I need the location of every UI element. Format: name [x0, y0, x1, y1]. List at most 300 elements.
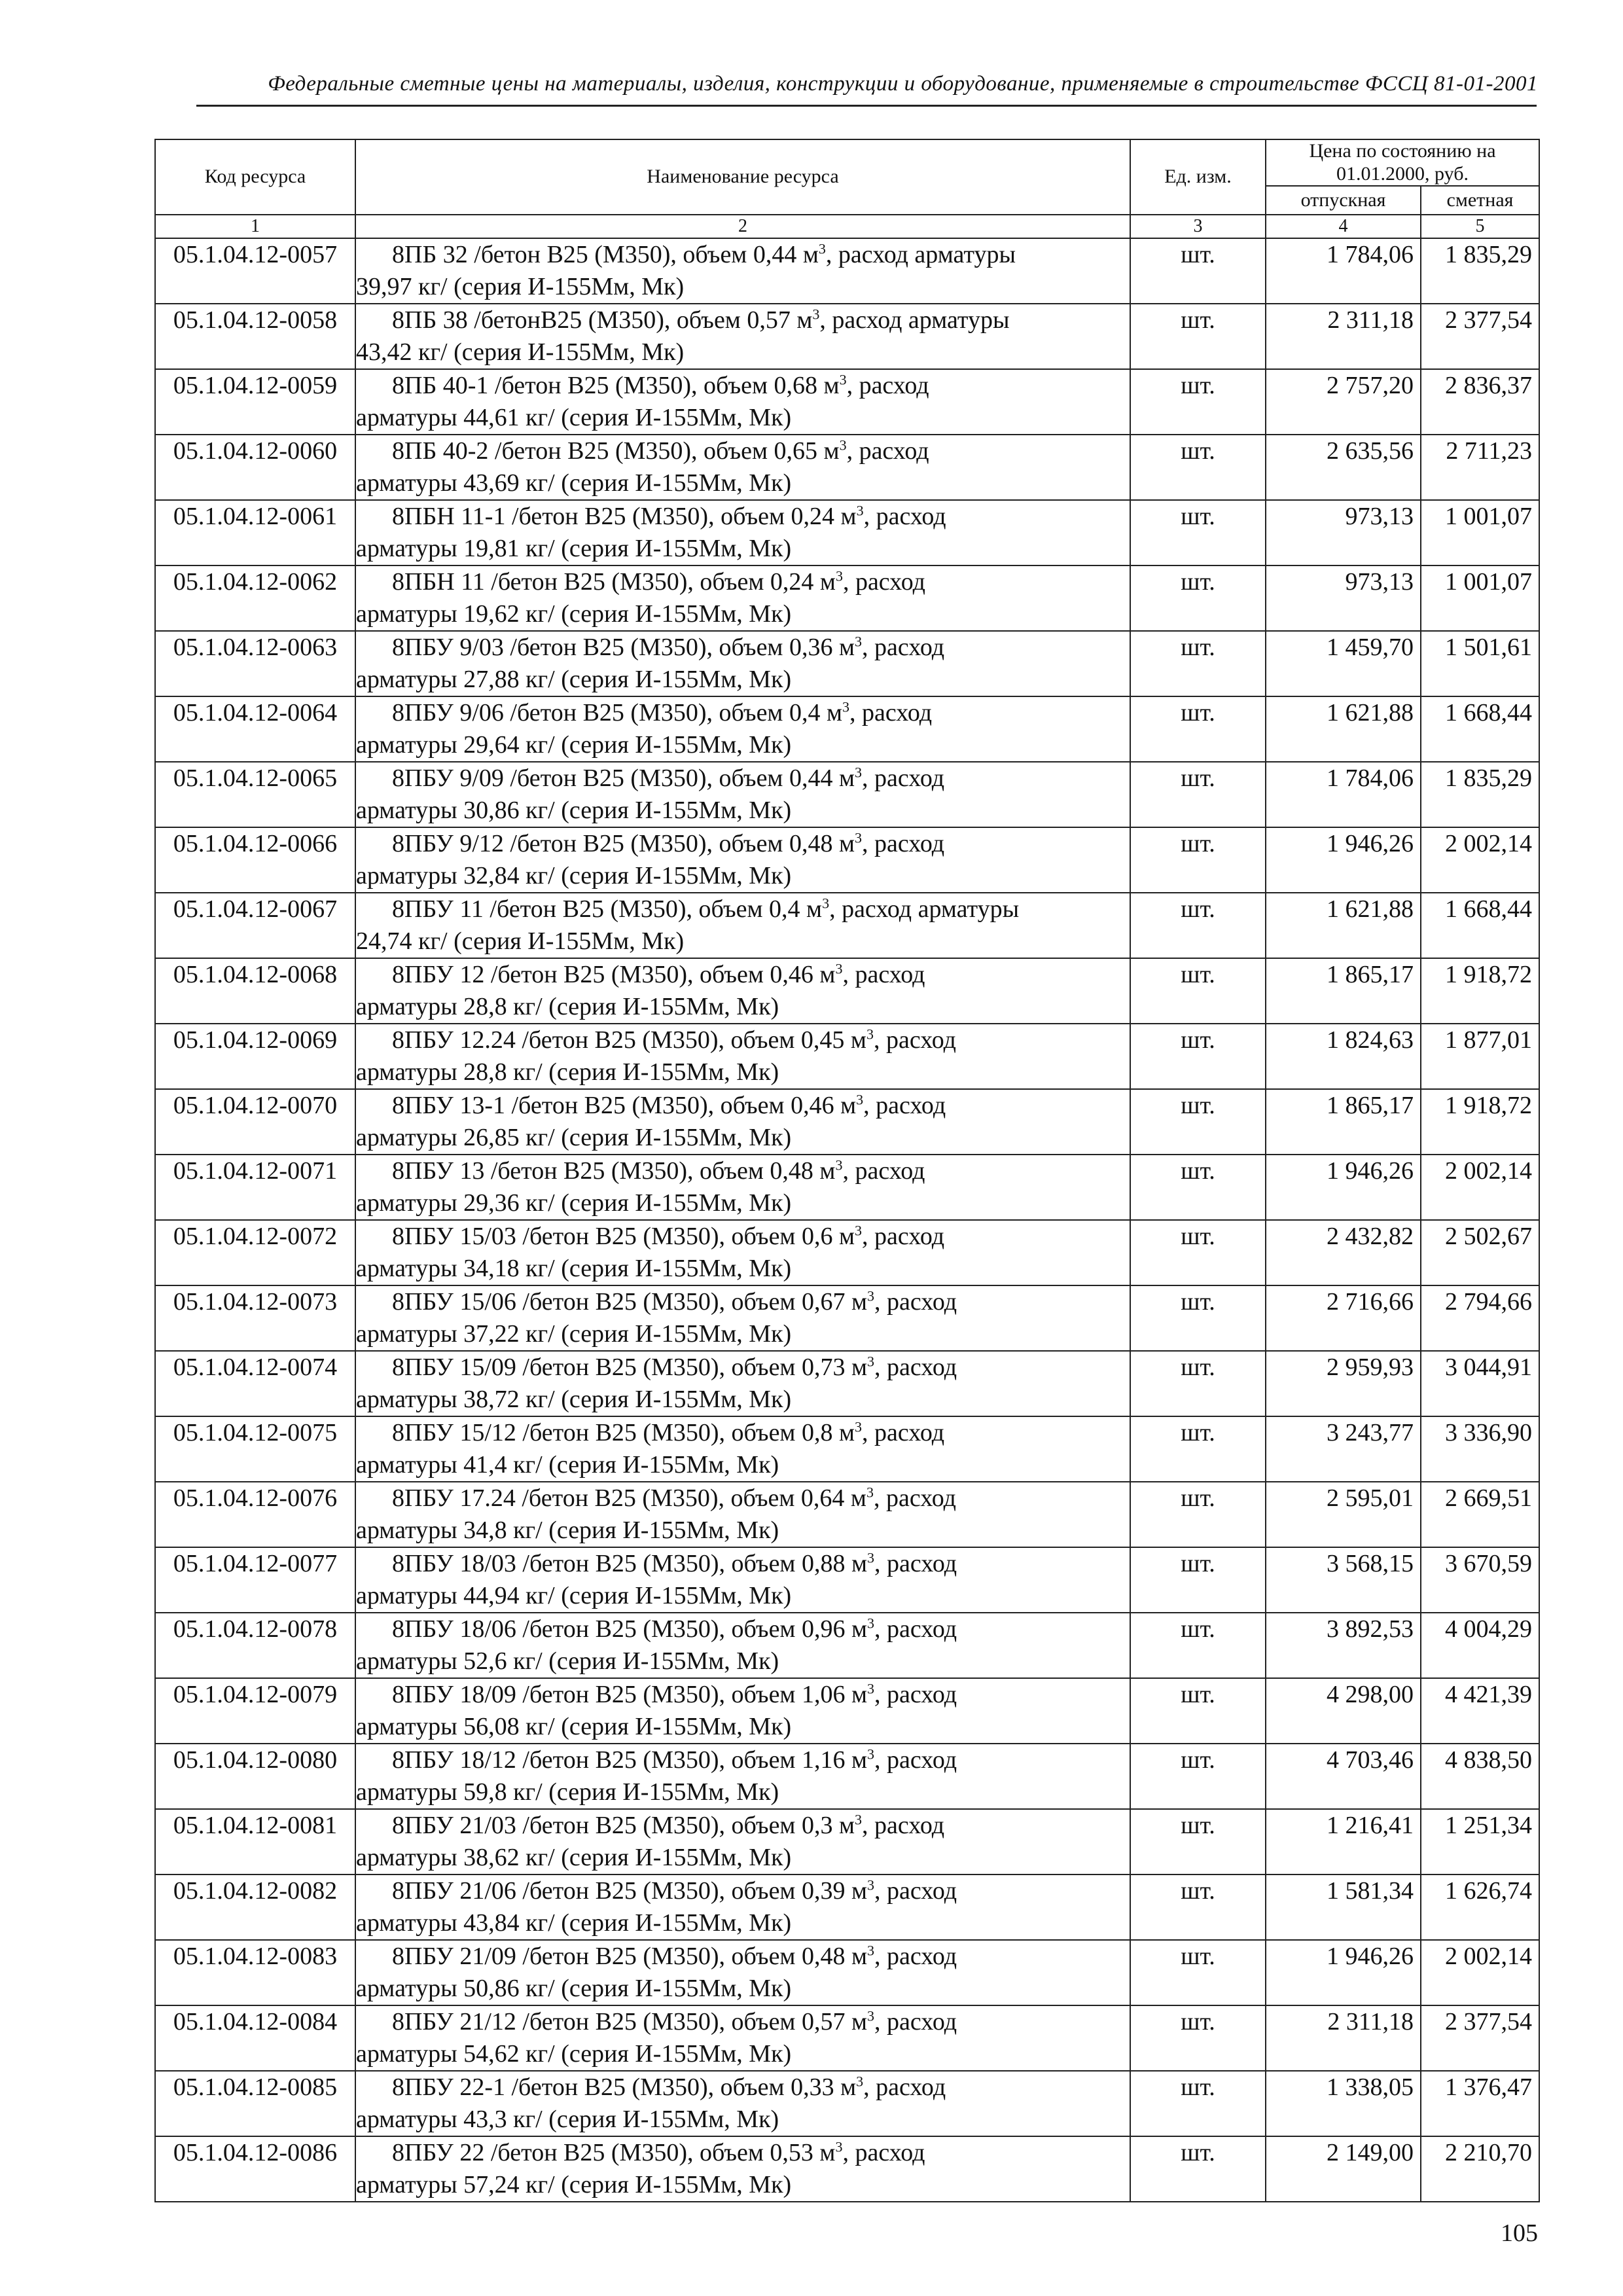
estimate-price: 2 210,70 — [1421, 2136, 1539, 2202]
table-row — [155, 958, 1539, 1024]
estimate-price: 3 336,90 — [1421, 1416, 1539, 1482]
resource-name — [355, 1874, 1130, 1940]
superscript: 3 — [867, 2007, 875, 2024]
superscript: 3 — [842, 698, 850, 715]
resource-name — [355, 565, 1130, 631]
unit: шт. — [1130, 1874, 1266, 1940]
resource-code: 05.1.04.12-0085 — [155, 2071, 355, 2136]
resource-code: 05.1.04.12-0079 — [155, 1678, 355, 1744]
column-number: 1 — [155, 215, 355, 238]
unit: шт. — [1130, 1547, 1266, 1613]
table-row — [155, 565, 1539, 631]
unit: шт. — [1130, 435, 1266, 500]
release-price: 1 338,05 — [1266, 2071, 1421, 2136]
resource-code: 05.1.04.12-0081 — [155, 1809, 355, 1874]
resource-name-tail: , расход — [842, 961, 925, 988]
resource-code: 05.1.04.12-0080 — [155, 1744, 355, 1809]
estimate-price: 2 502,67 — [1421, 1220, 1539, 1285]
superscript: 3 — [856, 502, 864, 519]
resource-name-tail: , расход — [862, 1812, 945, 1839]
resource-name-tail: , расход — [862, 764, 945, 792]
resource-code: 05.1.04.12-0064 — [155, 696, 355, 762]
resource-name-line-1 — [356, 239, 1130, 271]
resource-name-tail: , расход — [863, 503, 946, 530]
superscript: 3 — [867, 1353, 875, 1370]
resource-name-text: 8ПБУ 12.24 /бетон В25 (М350), объем 0,45 м — [392, 1026, 866, 1054]
resource-name-line-1 — [356, 1941, 1130, 1973]
resource-code: 05.1.04.12-0072 — [155, 1220, 355, 1285]
resource-name-line-1 — [356, 435, 1130, 467]
estimate-price: 2 669,51 — [1421, 1482, 1539, 1547]
unit: шт. — [1130, 893, 1266, 958]
resource-name-line-2: 43,42 кг/ (серия И-155Мм, Мк) — [356, 338, 685, 366]
estimate-price: 1 626,74 — [1421, 1874, 1539, 1940]
release-price: 4 298,00 — [1266, 1678, 1421, 1744]
resource-name — [355, 1416, 1130, 1482]
resource-name-text: 8ПБ 32 /бетон В25 (М350), объем 0,44 м — [392, 241, 819, 268]
resource-name-line-2: арматуры 30,86 кг/ (серия И-155Мм, Мк) — [356, 797, 792, 824]
release-price: 973,13 — [1266, 500, 1421, 565]
resource-name — [355, 696, 1130, 762]
resource-name-line-1 — [356, 370, 1130, 402]
resource-name — [355, 1024, 1130, 1089]
resource-code: 05.1.04.12-0076 — [155, 1482, 355, 1547]
col-header-code: Код ресурса — [155, 139, 355, 215]
resource-name-line-2: арматуры 44,94 кг/ (серия И-155Мм, Мк) — [356, 1582, 792, 1609]
release-price: 1 784,06 — [1266, 238, 1421, 304]
resource-code: 05.1.04.12-0074 — [155, 1351, 355, 1416]
table-row — [155, 1874, 1539, 1940]
resource-name-text: 8ПБУ 12 /бетон В25 (М350), объем 0,46 м — [392, 961, 836, 988]
unit: шт. — [1130, 1089, 1266, 1155]
resource-name-line-1 — [356, 1613, 1130, 1645]
superscript: 3 — [867, 1680, 875, 1697]
superscript: 3 — [839, 371, 847, 388]
resource-name-line-1 — [356, 566, 1130, 598]
resource-code: 05.1.04.12-0066 — [155, 827, 355, 893]
superscript: 3 — [867, 1942, 875, 1959]
resource-code: 05.1.04.12-0058 — [155, 304, 355, 369]
resource-name-text: 8ПБ 40-2 /бетон В25 (М350), объем 0,65 м — [392, 437, 840, 465]
unit: шт. — [1130, 631, 1266, 696]
release-price: 2 716,66 — [1266, 1285, 1421, 1351]
resource-name-tail: , расход арматуры — [819, 306, 1010, 334]
resource-name-tail: , расход — [862, 830, 945, 857]
resource-name-text: 8ПБУ 18/03 /бетон В25 (М350), объем 0,88 м — [392, 1550, 868, 1577]
page-number: 105 — [1501, 2219, 1538, 2247]
resource-name — [355, 1547, 1130, 1613]
resource-name-line-2: арматуры 43,84 кг/ (серия И-155Мм, Мк) — [356, 1909, 792, 1937]
superscript: 3 — [835, 567, 843, 584]
estimate-price: 1 376,47 — [1421, 2071, 1539, 2136]
resource-code: 05.1.04.12-0083 — [155, 1940, 355, 2005]
resource-name — [355, 369, 1130, 435]
table-row — [155, 238, 1539, 304]
resource-name-line-1 — [356, 632, 1130, 664]
resource-name-line-1 — [356, 2137, 1130, 2169]
unit: шт. — [1130, 762, 1266, 827]
column-number: 2 — [355, 215, 1130, 238]
resource-code: 05.1.04.12-0082 — [155, 1874, 355, 1940]
resource-name-text: 8ПБУ 15/12 /бетон В25 (М350), объем 0,8 м — [392, 1419, 855, 1446]
superscript: 3 — [818, 240, 826, 257]
resource-name-text: 8ПБУ 9/12 /бетон В25 (М350), объем 0,48 м — [392, 830, 855, 857]
superscript: 3 — [855, 1222, 863, 1239]
resource-name — [355, 1089, 1130, 1155]
resource-name-text: 8ПБУ 15/06 /бетон В25 (М350), объем 0,67 м — [392, 1288, 868, 1316]
resource-name-line-2: арматуры 32,84 кг/ (серия И-155Мм, Мк) — [356, 862, 792, 889]
release-price: 2 432,82 — [1266, 1220, 1421, 1285]
superscript: 3 — [856, 1091, 864, 1108]
resource-name-line-1 — [356, 959, 1130, 991]
estimate-price: 1 835,29 — [1421, 238, 1539, 304]
unit: шт. — [1130, 565, 1266, 631]
resource-name — [355, 238, 1130, 304]
table-row — [155, 2005, 1539, 2071]
resource-name-tail: , расход — [863, 1092, 946, 1119]
column-number-row — [155, 215, 1539, 238]
table-row — [155, 435, 1539, 500]
resource-code: 05.1.04.12-0077 — [155, 1547, 355, 1613]
resource-name-tail: , расход — [874, 1943, 957, 1970]
resource-name-line-1 — [356, 828, 1130, 860]
estimate-price: 1 501,61 — [1421, 631, 1539, 696]
table-row — [155, 1678, 1539, 1744]
resource-name-tail: , расход — [842, 2139, 925, 2166]
unit: шт. — [1130, 304, 1266, 369]
resource-name-line-2: арматуры 43,3 кг/ (серия И-155Мм, Мк) — [356, 2106, 779, 2133]
resource-name-line-1 — [356, 1548, 1130, 1580]
table-row — [155, 500, 1539, 565]
resource-name-tail: , расход — [873, 1026, 956, 1054]
resource-name — [355, 500, 1130, 565]
resource-name-tail: , расход — [842, 1157, 925, 1185]
resource-name-line-2: арматуры 28,8 кг/ (серия И-155Мм, Мк) — [356, 993, 779, 1020]
resource-name-line-1 — [356, 1090, 1130, 1122]
resource-name-tail: , расход арматуры — [829, 895, 1020, 923]
estimate-price: 1 835,29 — [1421, 762, 1539, 827]
release-price: 4 703,46 — [1266, 1744, 1421, 1809]
release-price: 2 635,56 — [1266, 435, 1421, 500]
resource-name-line-2: 39,97 кг/ (серия И-155Мм, Мк) — [356, 273, 685, 300]
superscript: 3 — [855, 764, 863, 781]
resource-name-line-1 — [356, 1221, 1130, 1253]
estimate-price: 2 377,54 — [1421, 304, 1539, 369]
table-row — [155, 1220, 1539, 1285]
resource-code: 05.1.04.12-0071 — [155, 1155, 355, 1220]
unit: шт. — [1130, 2136, 1266, 2202]
resource-name-text: 8ПБ 40-1 /бетон В25 (М350), объем 0,68 м — [392, 372, 840, 399]
unit: шт. — [1130, 1678, 1266, 1744]
resource-name — [355, 2136, 1130, 2202]
unit: шт. — [1130, 1285, 1266, 1351]
unit: шт. — [1130, 1940, 1266, 2005]
resource-name-text: 8ПБУ 9/09 /бетон В25 (М350), объем 0,44 м — [392, 764, 855, 792]
resource-name-tail: , расход — [849, 699, 933, 726]
col-header-unit: Ед. изм. — [1130, 139, 1266, 215]
superscript: 3 — [867, 1746, 875, 1763]
resource-code: 05.1.04.12-0070 — [155, 1089, 355, 1155]
resource-name-tail: , расход — [874, 1615, 957, 1643]
resource-name-line-1 — [356, 1155, 1130, 1187]
unit: шт. — [1130, 958, 1266, 1024]
table-row — [155, 304, 1539, 369]
superscript: 3 — [866, 1026, 874, 1043]
resource-code: 05.1.04.12-0057 — [155, 238, 355, 304]
table-row — [155, 1089, 1539, 1155]
table-row — [155, 369, 1539, 435]
resource-name-line-2: 24,74 кг/ (серия И-155Мм, Мк) — [356, 927, 685, 955]
unit: шт. — [1130, 1155, 1266, 1220]
estimate-price: 4 421,39 — [1421, 1678, 1539, 1744]
release-price: 2 595,01 — [1266, 1482, 1421, 1547]
release-price: 1 946,26 — [1266, 827, 1421, 893]
resource-name-line-1 — [356, 2006, 1130, 2038]
superscript: 3 — [855, 829, 863, 846]
resource-code: 05.1.04.12-0068 — [155, 958, 355, 1024]
unit: шт. — [1130, 1351, 1266, 1416]
resource-name-line-1 — [356, 1810, 1130, 1842]
unit: шт. — [1130, 2071, 1266, 2136]
resource-name-line-2: арматуры 28,8 кг/ (серия И-155Мм, Мк) — [356, 1058, 779, 1086]
table-header — [155, 139, 1539, 238]
estimate-price: 3 044,91 — [1421, 1351, 1539, 1416]
resource-name-line-2: арматуры 50,86 кг/ (серия И-155Мм, Мк) — [356, 1975, 792, 2002]
resource-name-text: 8ПБУ 21/09 /бетон В25 (М350), объем 0,48 м — [392, 1943, 868, 1970]
superscript: 3 — [839, 437, 847, 454]
estimate-price: 2 711,23 — [1421, 435, 1539, 500]
resource-name-text: 8ПБУ 15/03 /бетон В25 (М350), объем 0,6 м — [392, 1223, 855, 1250]
release-price: 2 959,93 — [1266, 1351, 1421, 1416]
resource-name-text: 8ПБУ 13 /бетон В25 (М350), объем 0,48 м — [392, 1157, 836, 1185]
unit: шт. — [1130, 827, 1266, 893]
estimate-price: 1 001,07 — [1421, 500, 1539, 565]
table-row — [155, 2071, 1539, 2136]
resource-name — [355, 1940, 1130, 2005]
release-price: 973,13 — [1266, 565, 1421, 631]
estimate-price: 1 918,72 — [1421, 1089, 1539, 1155]
table-body — [155, 238, 1539, 2202]
resource-code: 05.1.04.12-0073 — [155, 1285, 355, 1351]
resource-name-tail: , расход — [874, 1681, 957, 1708]
resource-name — [355, 958, 1130, 1024]
table-row — [155, 696, 1539, 762]
unit: шт. — [1130, 1809, 1266, 1874]
table-row — [155, 1351, 1539, 1416]
table-row — [155, 1024, 1539, 1089]
release-price: 1 621,88 — [1266, 893, 1421, 958]
resource-name-tail: , расход — [874, 1877, 957, 1905]
estimate-price: 4 004,29 — [1421, 1613, 1539, 1678]
resource-name-line-1 — [356, 893, 1130, 925]
resource-name-line-1 — [356, 304, 1130, 336]
resource-name-line-2: арматуры 54,62 кг/ (серия И-155Мм, Мк) — [356, 2040, 792, 2068]
header-rule — [196, 105, 1537, 107]
resource-name-line-2: арматуры 29,64 кг/ (серия И-155Мм, Мк) — [356, 731, 792, 759]
resource-name-line-1 — [356, 762, 1130, 795]
superscript: 3 — [867, 1876, 875, 1893]
unit: шт. — [1130, 2005, 1266, 2071]
release-price: 1 865,17 — [1266, 1089, 1421, 1155]
estimate-price: 2 377,54 — [1421, 2005, 1539, 2071]
estimate-price: 1 877,01 — [1421, 1024, 1539, 1089]
release-price: 2 149,00 — [1266, 2136, 1421, 2202]
unit: шт. — [1130, 1613, 1266, 1678]
resource-name-line-2: арматуры 34,8 кг/ (серия И-155Мм, Мк) — [356, 1516, 779, 1544]
resource-code: 05.1.04.12-0061 — [155, 500, 355, 565]
resource-name-text: 8ПБУ 15/09 /бетон В25 (М350), объем 0,73 м — [392, 1354, 868, 1381]
unit: шт. — [1130, 369, 1266, 435]
resource-name-line-2: арматуры 19,62 кг/ (серия И-155Мм, Мк) — [356, 600, 792, 628]
resource-name-tail: , расход — [874, 1550, 957, 1577]
resource-name-text: 8ПБН 11 /бетон В25 (М350), объем 0,24 м — [392, 568, 836, 596]
resource-name-tail: , расход — [874, 1746, 957, 1774]
superscript: 3 — [855, 1811, 863, 1828]
release-price: 1 784,06 — [1266, 762, 1421, 827]
resource-name — [355, 304, 1130, 369]
unit: шт. — [1130, 1744, 1266, 1809]
resource-name-text: 8ПБУ 18/12 /бетон В25 (М350), объем 1,16 м — [392, 1746, 868, 1774]
release-price: 1 581,34 — [1266, 1874, 1421, 1940]
resource-name-text: 8ПБ 38 /бетонВ25 (М350), объем 0,57 м — [392, 306, 813, 334]
superscript: 3 — [867, 1549, 875, 1566]
resource-name-text: 8ПБУ 11 /бетон В25 (М350), объем 0,4 м — [392, 895, 823, 923]
resource-name — [355, 827, 1130, 893]
superscript: 3 — [812, 306, 820, 323]
unit: шт. — [1130, 1416, 1266, 1482]
resource-name-line-1 — [356, 1482, 1130, 1515]
col-header-estimate-price: сметная — [1421, 186, 1539, 215]
table-row — [155, 1285, 1539, 1351]
resource-name — [355, 435, 1130, 500]
unit: шт. — [1130, 500, 1266, 565]
estimate-price: 1 668,44 — [1421, 893, 1539, 958]
resource-name-line-1 — [356, 1679, 1130, 1711]
table-row — [155, 1482, 1539, 1547]
release-price: 1 946,26 — [1266, 1155, 1421, 1220]
resource-name-tail: , расход — [846, 437, 929, 465]
table-row — [155, 1416, 1539, 1482]
table-row — [155, 2136, 1539, 2202]
unit: шт. — [1130, 1482, 1266, 1547]
resource-name — [355, 1351, 1130, 1416]
resource-name-tail: , расход — [873, 1484, 956, 1512]
resource-name-text: 8ПБУ 21/06 /бетон В25 (М350), объем 0,39 м — [392, 1877, 868, 1905]
estimate-price: 3 670,59 — [1421, 1547, 1539, 1613]
resource-name-line-2: арматуры 34,18 кг/ (серия И-155Мм, Мк) — [356, 1255, 792, 1282]
resource-name — [355, 1744, 1130, 1809]
release-price: 1 216,41 — [1266, 1809, 1421, 1874]
estimate-price: 2 002,14 — [1421, 827, 1539, 893]
resource-name — [355, 2005, 1130, 2071]
superscript: 3 — [855, 1418, 863, 1435]
resource-name-text: 8ПБН 11-1 /бетон В25 (М350), объем 0,24 м — [392, 503, 857, 530]
resource-name-line-1 — [356, 1286, 1130, 1318]
resource-code: 05.1.04.12-0065 — [155, 762, 355, 827]
resource-name-line-1 — [356, 1417, 1130, 1449]
estimate-price: 2 794,66 — [1421, 1285, 1539, 1351]
estimate-price: 2 002,14 — [1421, 1155, 1539, 1220]
column-number: 5 — [1421, 215, 1539, 238]
resource-name-tail: , расход — [862, 1419, 945, 1446]
resource-name-line-1 — [356, 501, 1130, 533]
resource-code: 05.1.04.12-0067 — [155, 893, 355, 958]
resource-name-tail: , расход — [874, 2008, 957, 2036]
resource-name-line-2: арматуры 38,62 кг/ (серия И-155Мм, Мк) — [356, 1844, 792, 1871]
estimate-price: 2 836,37 — [1421, 369, 1539, 435]
superscript: 3 — [822, 895, 830, 912]
resource-name-line-2: арматуры 19,81 кг/ (серия И-155Мм, Мк) — [356, 535, 792, 562]
resource-name-text: 8ПБУ 22 /бетон В25 (М350), объем 0,53 м — [392, 2139, 836, 2166]
col-header-release-price: отпускная — [1266, 186, 1421, 215]
resource-name-line-2: арматуры 59,8 кг/ (серия И-155Мм, Мк) — [356, 1778, 779, 1806]
resource-name-line-2: арматуры 44,61 кг/ (серия И-155Мм, Мк) — [356, 404, 792, 431]
resource-code: 05.1.04.12-0086 — [155, 2136, 355, 2202]
running-header: Федеральные сметные цены на материалы, изделия, конструкции и оборудование, применяемые в строительстве ФССЦ 81-01-2001 — [268, 72, 1538, 96]
resource-name-line-2: арматуры 43,69 кг/ (серия И-155Мм, Мк) — [356, 469, 792, 497]
superscript: 3 — [856, 2073, 864, 2090]
resource-name-line-2: арматуры 41,4 кг/ (серия И-155Мм, Мк) — [356, 1451, 779, 1479]
table-row — [155, 1744, 1539, 1809]
release-price: 2 311,18 — [1266, 2005, 1421, 2071]
resource-price-table — [154, 139, 1540, 2202]
resource-name — [355, 762, 1130, 827]
unit: шт. — [1130, 696, 1266, 762]
table-row — [155, 1547, 1539, 1613]
resource-name-text: 8ПБУ 18/09 /бетон В25 (М350), объем 1,06 м — [392, 1681, 868, 1708]
table-row — [155, 1613, 1539, 1678]
superscript: 3 — [835, 960, 843, 977]
unit: шт. — [1130, 1220, 1266, 1285]
resource-name-line-2: арматуры 29,36 кг/ (серия И-155Мм, Мк) — [356, 1189, 792, 1217]
release-price: 3 568,15 — [1266, 1547, 1421, 1613]
release-price: 2 311,18 — [1266, 304, 1421, 369]
resource-name-tail: , расход — [862, 634, 945, 661]
resource-name-line-2: арматуры 38,72 кг/ (серия И-155Мм, Мк) — [356, 1386, 792, 1413]
estimate-price: 4 838,50 — [1421, 1744, 1539, 1809]
resource-code: 05.1.04.12-0062 — [155, 565, 355, 631]
resource-name-line-1 — [356, 1024, 1130, 1056]
resource-name — [355, 1220, 1130, 1285]
resource-name — [355, 1678, 1130, 1744]
resource-name — [355, 1285, 1130, 1351]
estimate-price: 1 251,34 — [1421, 1809, 1539, 1874]
resource-name — [355, 1155, 1130, 1220]
resource-name — [355, 1613, 1130, 1678]
resource-name — [355, 631, 1130, 696]
unit: шт. — [1130, 1024, 1266, 1089]
release-price: 1 946,26 — [1266, 1940, 1421, 2005]
superscript: 3 — [835, 1157, 843, 1174]
table-row — [155, 827, 1539, 893]
resource-name-tail: , расход — [874, 1354, 957, 1381]
resource-name — [355, 1809, 1130, 1874]
resource-code: 05.1.04.12-0059 — [155, 369, 355, 435]
resource-name-text: 8ПБУ 21/12 /бетон В25 (М350), объем 0,57 м — [392, 2008, 868, 2036]
col-header-name: Наименование ресурса — [355, 139, 1130, 215]
estimate-price: 1 918,72 — [1421, 958, 1539, 1024]
column-number: 4 — [1266, 215, 1421, 238]
release-price: 3 243,77 — [1266, 1416, 1421, 1482]
resource-code: 05.1.04.12-0075 — [155, 1416, 355, 1482]
resource-name-line-2: арматуры 26,85 кг/ (серия И-155Мм, Мк) — [356, 1124, 792, 1151]
release-price: 1 621,88 — [1266, 696, 1421, 762]
table-row — [155, 1809, 1539, 1874]
release-price: 3 892,53 — [1266, 1613, 1421, 1678]
superscript: 3 — [866, 1484, 874, 1501]
resource-name-text: 8ПБУ 17.24 /бетон В25 (М350), объем 0,64 м — [392, 1484, 866, 1512]
resource-name-line-2: арматуры 27,88 кг/ (серия И-155Мм, Мк) — [356, 666, 792, 693]
